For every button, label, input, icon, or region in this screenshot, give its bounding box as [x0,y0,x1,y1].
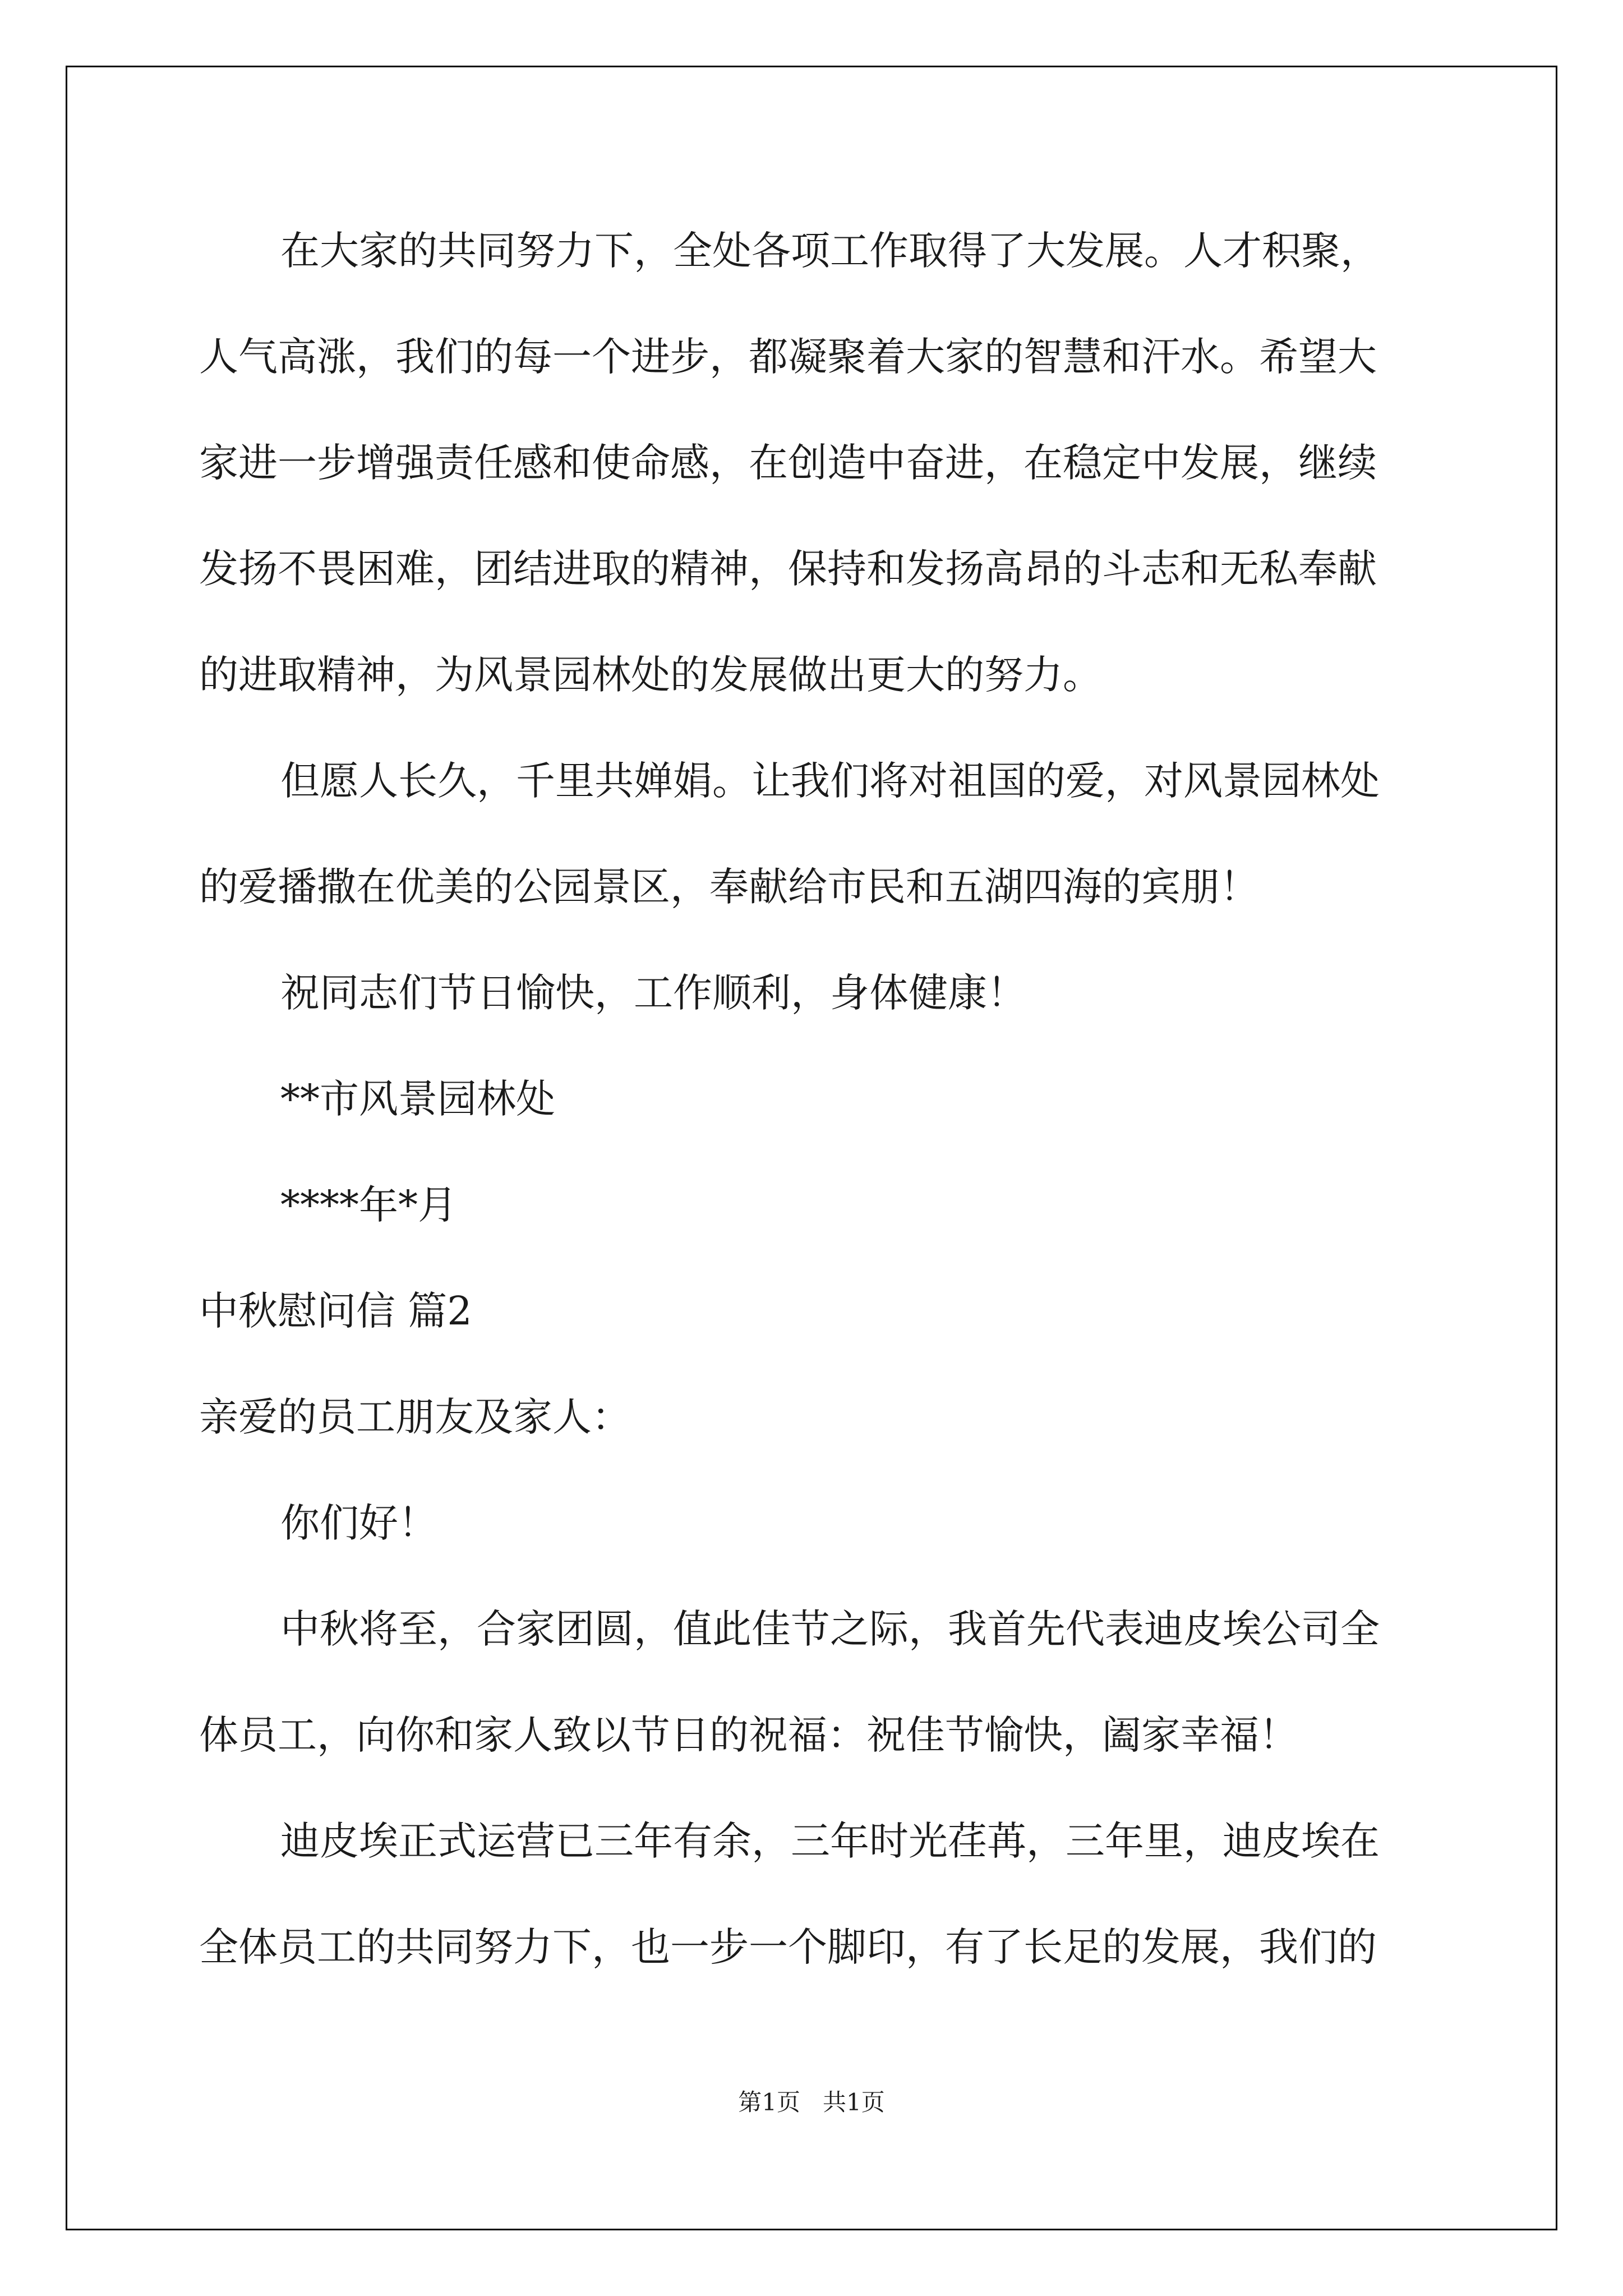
paragraph-line: 迪皮埃正式运营已三年有余，三年时光荏苒，三年里，迪皮埃在 [280,1818,1380,1864]
paragraph-line: 体员工，向你和家人致以节日的祝福：祝佳节愉快，阖家幸福！ [199,1712,1298,1758]
paragraph-line: 但愿人长久，千里共婵娟。让我们将对祖国的爱，对风景园林处 [280,758,1380,804]
paragraph-line: 的进取精神，为风景园林处的发展做出更大的努力。 [199,652,1102,698]
paragraph-line: 中秋将至，合家团圆，值此佳节之际，我首先代表迪皮埃公司全 [280,1606,1380,1652]
page-frame [66,66,1557,2230]
signature-org: **市风景园林处 [280,1076,555,1122]
salutation: 亲爱的员工朋友及家人： [199,1394,631,1440]
paragraph-line: 人气高涨，我们的每一个进步，都凝聚着大家的智慧和汗水。希望大 [199,334,1377,380]
paragraph-line: 家进一步增强责任感和使命感，在创造中奋进，在稳定中发展，继续 [199,440,1377,486]
section-heading: 中秋慰问信 篇2 [199,1288,472,1334]
paragraph-line: 全体员工的共同努力下，也一步一个脚印，有了长足的发展，我们的 [199,1924,1377,1970]
page-number-footer: 第1页 共1页 [738,2088,885,2116]
signature-date: ****年*月 [280,1182,457,1228]
paragraph-line: 发扬不畏困难，团结进取的精神，保持和发扬高昂的斗志和无私奉献 [199,546,1377,592]
paragraph-line: 的爱播撒在优美的公园景区，奉献给市民和五湖四海的宾朋！ [199,864,1259,910]
paragraph-line: 在大家的共同努力下，全处各项工作取得了大发展。人才积聚， [280,228,1380,274]
paragraph-line: 祝同志们节日愉快，工作顺利，身体健康！ [280,970,1026,1016]
greeting: 你们好！ [280,1500,437,1546]
